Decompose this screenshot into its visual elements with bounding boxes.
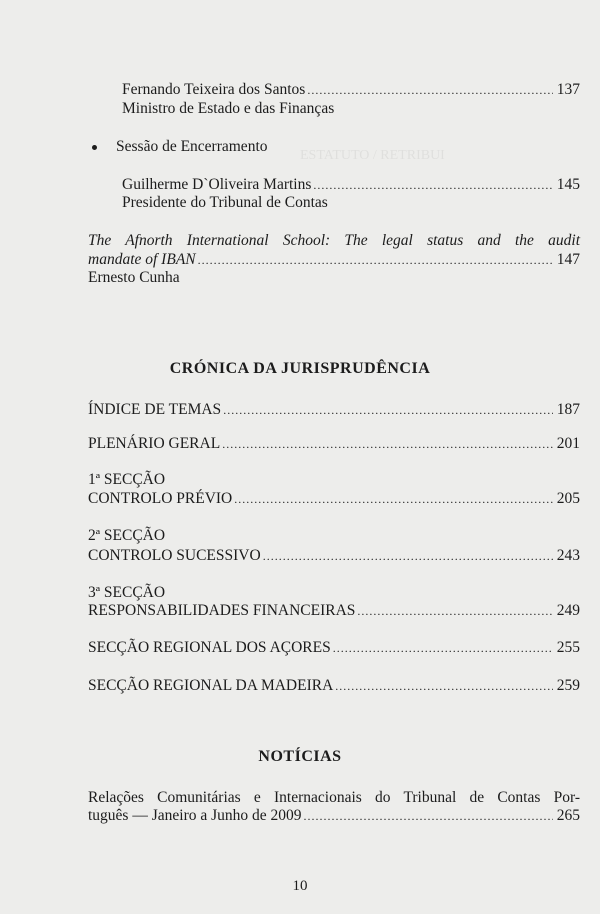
noticias-line2: tuguês — Janeiro a Junho de 2009 — [88, 807, 302, 824]
toc-item-responsabilidades[interactable] — [88, 601, 580, 621]
leader-dots — [222, 434, 553, 454]
toc-item-madeira[interactable] — [88, 676, 580, 696]
entry-page: 137 — [556, 81, 580, 98]
item-label: SECÇÃO REGIONAL DOS AÇORES — [88, 639, 331, 656]
noticias-heading: NOTÍCIAS — [258, 748, 342, 765]
item-page: 249 — [556, 602, 580, 619]
leader-dots — [335, 676, 552, 696]
item-label: PLENÁRIO GERAL — [88, 435, 221, 452]
entry-role: Presidente do Tribunal de Contas — [122, 194, 328, 211]
toc-entry-article[interactable] — [88, 250, 580, 270]
entry-author: Fernando Teixeira dos Santos — [122, 81, 306, 98]
toc-entry-santos[interactable] — [122, 80, 580, 100]
toc-item-controlo-previo[interactable] — [88, 489, 580, 509]
item-page: 187 — [556, 401, 580, 418]
leader-dots — [313, 175, 552, 195]
leader-dots — [198, 250, 553, 270]
toc-item-indice[interactable] — [88, 400, 580, 420]
item-page: 243 — [556, 547, 580, 564]
section-prefix: 3ª SECÇÃO — [88, 584, 166, 601]
leader-dots — [304, 806, 553, 826]
article-title-line2: mandate of IBAN — [88, 251, 196, 268]
item-label: RESPONSABILIDADES FINANCEIRAS — [88, 602, 356, 619]
cronica-heading: CRÓNICA DA JURISPRUDÊNCIA — [169, 360, 431, 377]
item-label: SECÇÃO REGIONAL DA MADEIRA — [88, 677, 334, 694]
toc-item-acores[interactable] — [88, 638, 580, 658]
show-through-text: ESTATUTO / RETRIBUI — [300, 148, 445, 163]
item-page: 201 — [556, 435, 580, 452]
bullet-icon — [92, 145, 97, 150]
session-label: Sessão de Encerramento — [116, 138, 268, 155]
article-title-line1: The Afnorth International School: The legal status and the audit — [88, 232, 580, 249]
toc-item-noticias[interactable] — [88, 806, 580, 826]
item-page: 205 — [556, 490, 580, 507]
leader-dots — [223, 400, 553, 420]
section-prefix: 1ª SECÇÃO — [88, 471, 166, 488]
item-page: 259 — [556, 677, 580, 694]
entry-author: Guilherme D`Oliveira Martins — [122, 176, 312, 193]
leader-dots — [307, 80, 552, 100]
article-author: Ernesto Cunha — [88, 269, 180, 286]
item-page: 255 — [556, 639, 580, 656]
entry-page: 145 — [556, 176, 580, 193]
toc-item-controlo-sucessivo[interactable] — [88, 546, 580, 566]
page-number: 10 — [292, 878, 308, 894]
leader-dots — [234, 489, 553, 509]
item-label: CONTROLO SUCESSIVO — [88, 547, 261, 564]
noticias-page: 265 — [556, 807, 580, 824]
section-prefix: 2ª SECÇÃO — [88, 527, 166, 544]
leader-dots — [333, 638, 553, 658]
item-label: ÍNDICE DE TEMAS — [88, 401, 222, 418]
entry-page: 147 — [556, 251, 580, 268]
leader-dots — [357, 601, 552, 621]
toc-entry-martins[interactable] — [122, 175, 580, 195]
leader-dots — [263, 546, 553, 566]
item-label: CONTROLO PRÉVIO — [88, 490, 233, 507]
entry-role: Ministro de Estado e das Finanças — [122, 100, 335, 117]
noticias-line1: Relações Comunitárias e Internacionais do Tribunal de Contas Por- — [88, 789, 580, 806]
toc-item-plenario[interactable] — [88, 434, 580, 454]
